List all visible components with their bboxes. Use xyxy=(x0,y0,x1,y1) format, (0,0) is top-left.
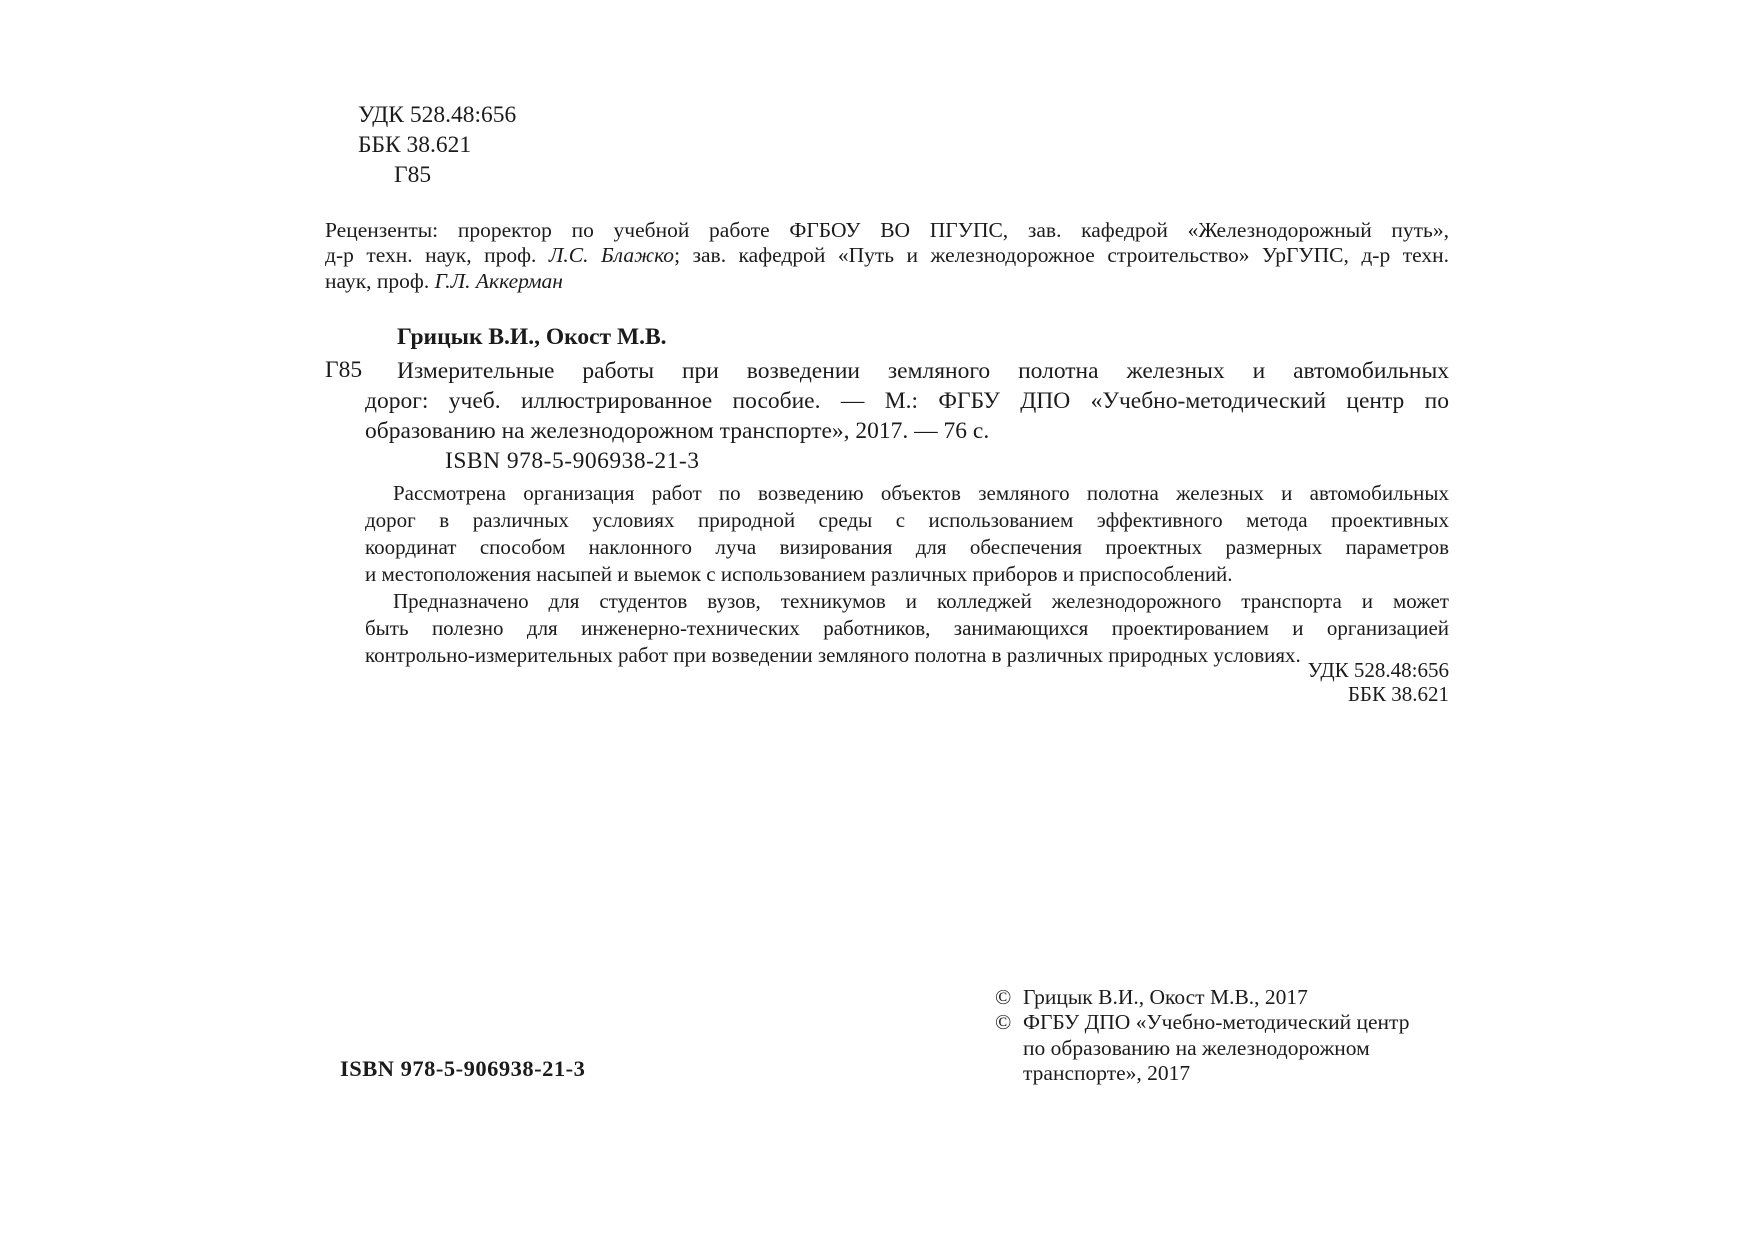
bib-line-2: дорог: учеб. иллюстрированное пособие. — М.: ФГБУ ДПО «Учебно-методический центр по xyxy=(365,388,1449,414)
reviewers-line-2 xyxy=(325,243,1449,268)
catalog-letter-code-top: Г85 xyxy=(394,162,432,188)
copyright-publisher-entry xyxy=(995,1010,1435,1086)
copyright-publisher-line-1: ФГБУ ДПО «Учебно-методический центр xyxy=(1023,1010,1410,1035)
annotation-block xyxy=(365,480,1449,669)
reviewer-name-italic: Л.С. Блажко xyxy=(548,243,675,268)
bib-line-3: образованию на железнодорожном транспорте», 2017. — 76 с. xyxy=(365,418,990,444)
annotation-p1-line-4: и местоположения насыпей и выемок с использованием различных приборов и приспособлений. xyxy=(365,562,1233,586)
annotation-p1-line-2: дорог в различных условиях природной среды с использованием эффективного метода проективных xyxy=(365,508,1449,532)
copyright-symbol: © xyxy=(995,1010,1012,1035)
annotation-p1-line-3: координат способом наклонного луча визирования для обеспечения проектных размерных параметров xyxy=(365,535,1449,559)
annotation-p1-line-1: Рассмотрена организация работ по возведению объектов земляного полотна железных и автомобильных xyxy=(393,481,1449,505)
annotation-p2-line-2: быть полезно для инженерно-технических работников, занимающихся проектированием и организацией xyxy=(365,616,1449,640)
catalog-letter-code-margin: Г85 xyxy=(325,357,363,383)
reviewers-text: Рецензенты: проректор по учебной работе ФГБОУ ВО ПГУПС, зав. кафедрой «Железнодорожный путь», xyxy=(325,218,1449,242)
copyright-symbol: © xyxy=(995,985,1012,1009)
bibliographic-entry xyxy=(365,356,1449,476)
udk-code-right: УДК 528.48:656 xyxy=(1307,658,1449,682)
classification-codes-top xyxy=(358,100,516,190)
reviewers-text: ; зав. кафедрой «Путь и железнодорожное строительство» УрГУПС, д-р техн. xyxy=(674,243,1449,268)
bbk-code-right: ББК 38.621 xyxy=(1347,681,1449,706)
classification-codes-right xyxy=(1149,659,1449,706)
copyright-authors-entry xyxy=(995,985,1435,1010)
copyright-publisher-line-3: транспорте», 2017 xyxy=(1023,1061,1191,1086)
bib-line-1: Измерительные работы при возведении земляного полотна железных и автомобильных xyxy=(397,358,1449,384)
reviewer-name-italic: Г.Л. Аккерман xyxy=(434,268,563,293)
reviewers-paragraph xyxy=(325,218,1449,294)
copyright-publisher-line-2: по образованию на железнодорожном xyxy=(1023,1035,1370,1060)
copyright-block xyxy=(995,985,1435,1087)
reviewers-line-3 xyxy=(325,269,1449,294)
reviewers-line-1 xyxy=(325,218,1449,243)
authors-line: Грицык В.И., Окост М.В. xyxy=(397,324,667,350)
isbn-bibliographic: ISBN 978-5-906938-21-3 xyxy=(445,448,700,474)
reviewers-text: наук, проф. xyxy=(325,268,435,293)
copyright-authors-text: Грицык В.И., Окост М.В., 2017 xyxy=(1023,985,1308,1009)
reviewers-text: д-р техн. наук, проф. xyxy=(325,243,549,268)
annotation-p2-line-3: контрольно-измерительных работ при возведении земляного полотна в различных природных условиях. xyxy=(365,643,1301,667)
bbk-code-top: ББК 38.621 xyxy=(358,132,472,158)
annotation-p2-line-1: Предназначено для студентов вузов, техникумов и колледжей железнодорожного транспорта и может xyxy=(393,589,1449,613)
isbn-bottom: ISBN 978-5-906938-21-3 xyxy=(340,1056,586,1081)
udk-code-top: УДК 528.48:656 xyxy=(358,102,517,128)
